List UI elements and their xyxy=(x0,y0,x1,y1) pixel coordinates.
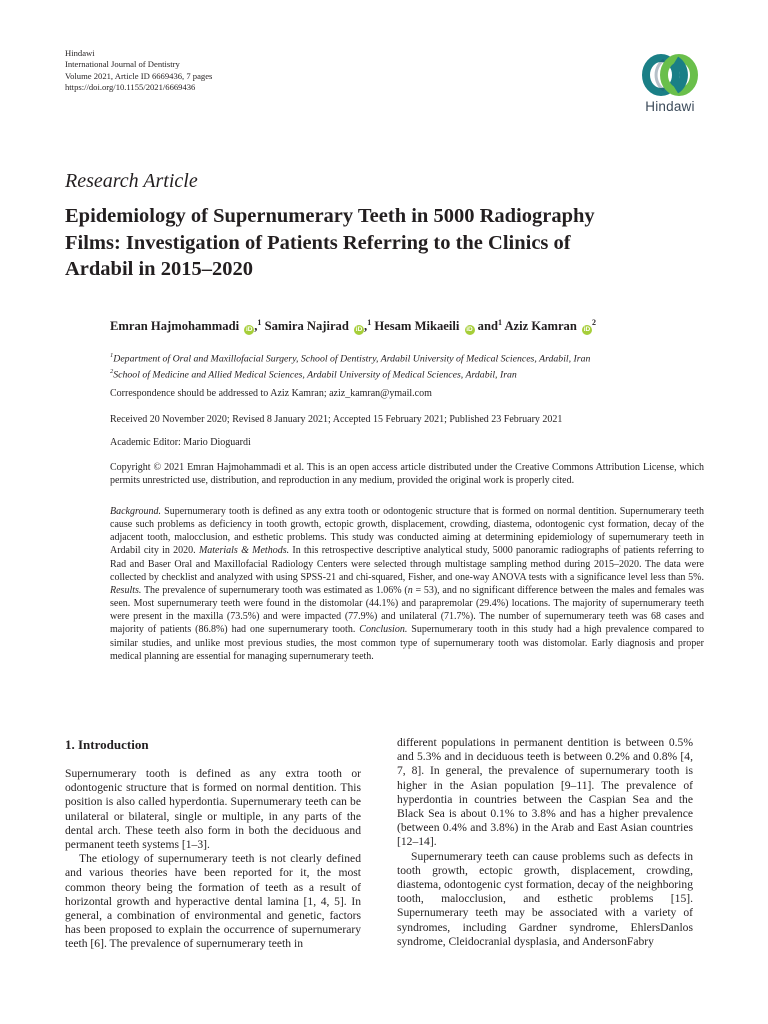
orcid-icon[interactable]: iD xyxy=(583,326,591,334)
hindawi-rings-icon xyxy=(639,52,701,98)
author-list: Emran Hajmohammadi iD ,$^1$ Samira Najirad iD ,$^1$ Hesam Mikaeili iD and$^1$ Aziz Kamran $iD^2$ xyxy=(110,318,596,334)
paragraph: different populations in permanent dentition is between 0.5% and 5.3% and in deciduous teeth is between 0.2% and 0.8% [4, 7, 8]. In general, the prevalence of supernumerary tooth is higher in the Asian population [9–11]. The prevalence of hyperdontia in countries between the Caspian Sea and the Black Sea is about 0.1% to 3.8% and has a higher prevalence (between 0.4% and 3.8%) in the Arab and East Asian countries [12–14]. xyxy=(397,736,693,849)
author-name[interactable]: Aziz Kamran xyxy=(504,319,577,334)
author-name[interactable]: Hesam Mikaeili xyxy=(374,319,460,334)
journal-meta xyxy=(65,48,325,94)
volume-info: Volume 2021, Article ID 6669436, 7 pages xyxy=(65,70,213,81)
article-title xyxy=(65,203,705,283)
author-affil-sup: 1 xyxy=(257,318,262,327)
author-affil-sup: 2 xyxy=(592,318,596,327)
academic-editor: Academic Editor: Mario Dioguardi xyxy=(110,437,251,448)
affiliation: $^2$School of Medicine and Allied Medical Sciences, Ardabil University of Medical Sciences, Ardabil, Iran xyxy=(110,367,517,381)
orcid-icon[interactable]: iD xyxy=(466,326,473,334)
title-line: Films: Investigation of Patients Referring to the Clinics of xyxy=(65,231,571,254)
paragraph: Supernumerary teeth can cause problems such as defects in tooth growth, ectopic growth, displacement, crowding, diastema, odontogenic cyst formation, decay of the neighboring tooth, malocclusion, and esthetic problems [15]. Supernumerary teeth may be associated with a variety of syndromes, including Gardner syndrome, EhlersDanlos syndrome, Cleidocranial dysplasia, and AndersonFabry xyxy=(397,849,693,948)
author-affil-sup: 1 xyxy=(367,318,372,327)
orcid-icon[interactable]: iD xyxy=(355,326,363,334)
abstract-label: Background. xyxy=(110,506,162,517)
publication-dates: Received 20 November 2020; Revised 8 January 2021; Accepted 15 February 2021; Published 23 February 2021 xyxy=(110,414,563,425)
correspondence: Correspondence should be addressed to Aziz Kamran; aziz_kamran@ymail.com xyxy=(110,388,432,399)
right-column xyxy=(397,736,693,949)
author-name[interactable]: Emran Hajmohammadi xyxy=(110,319,240,334)
author-affil-sup: 1 xyxy=(497,318,502,327)
paragraph: Supernumerary tooth is defined as any extra tooth or odontogenic structure that is formed on normal dentition. This position is also called hyperdontia. Supernumerary teeth can be unilateral or bilateral, single or multiple, in any parts of the dental arch. These teeth also form in both the deciduous and permanent teeth systems [1–3]. xyxy=(65,767,361,852)
abstract-label: Materials & Methods. xyxy=(198,545,290,557)
hindawi-logo xyxy=(630,52,710,132)
title-line: Ardabil in 2015–2020 xyxy=(65,258,253,280)
author-name[interactable]: Samira Najirad xyxy=(264,319,349,334)
abstract-label: Results. xyxy=(110,584,142,596)
affiliation: $^1$Department of Oral and Maxillofacial Surgery, School of Dentistry, Ardabil University of Medical Sciences, Ardabil, Iran xyxy=(110,352,591,365)
copyright-notice: Copyright © 2021 Emran Hajmohammadi et al. This is an open access article distributed under the Creative Commons Attribution License, which permits unrestricted use, distribution, and reproduction in any medium, provided the original work is properly cited. xyxy=(110,462,704,487)
section-heading: 1. Introduction xyxy=(65,737,149,752)
title-line: Epidemiology of Supernumerary Teeth in 5000 Radiography xyxy=(65,205,595,227)
orcid-icon[interactable]: iD xyxy=(246,326,253,334)
abstract-label: Conclusion. xyxy=(359,624,408,636)
paragraph: The etiology of supernumerary teeth is not clearly defined and various theories have been reported for it, the most common theory being the formation of teeth as a result of horizontal growth and hyperactive dental lamina [1, 4, 5]. In general, a combination of environmental and genetic, factors has been proposed to explain the occurrence of supernumerary teeth [6]. The prevalence of supernumerary teeth in xyxy=(65,852,361,951)
article-type: Research Article xyxy=(65,170,198,192)
left-column xyxy=(65,767,361,952)
affiliations xyxy=(110,350,590,382)
abstract: Background. Supernumerary tooth is defined as any extra tooth or odontogenic structure that is formed on normal dentition. Supernumerary teeth cause such problems as deficiency in tooth growth, ectopic growth, displacement, crowding, diastema, odontogenic cyst formation, decay of the adjacent tooth, malocclusion, and esthetic problems. This study was conducted aiming at determining epidemiology of supernumerary teeth in Ardabil city in 2020. Materials & Methods. In this retrospective descriptive analytical study, 5000 panoramic radiographs of patients referring to Rad and Baser Oral and Maxillofacial Radiology Centers were selected through multistage sampling method during 2015–2020. The data were collected by checklist and analyzed with using SPSS-21 and chi-squared, Fisher, and one-way ANOVA tests with a significance level less than 5%. Results. The prevalence of supernumerary tooth was estimated as 1.06% (n = 53), and no significant difference between the males and females was seen. Most supernumerary teeth were found in the distomolar (44.1%) and parapremolar (29.4%) locations. The majority of supernumerary teeth were present in the maxilla (73.5%) and were impacted (77.9%) and unilateral (71.7%). The number of supernumerary teeth was 68 cases and majority of patients (86.8%) had one supernumerary tooth. Conclusion. Supernumerary tooth in this study had a high prevalence compared to similar studies, and unlike most previous studies, the most common type of supernumerary tooth was distomolar. Early diagnosis and proper medical planning are essential for managing supernumerary teeth. xyxy=(110,506,704,662)
journal-name: International Journal of Dentistry xyxy=(65,59,180,70)
logo-text: Hindawi xyxy=(645,99,695,114)
doi-link[interactable]: https://doi.org/10.1155/2021/6669436 xyxy=(65,82,196,93)
publisher-name: Hindawi xyxy=(65,48,95,58)
